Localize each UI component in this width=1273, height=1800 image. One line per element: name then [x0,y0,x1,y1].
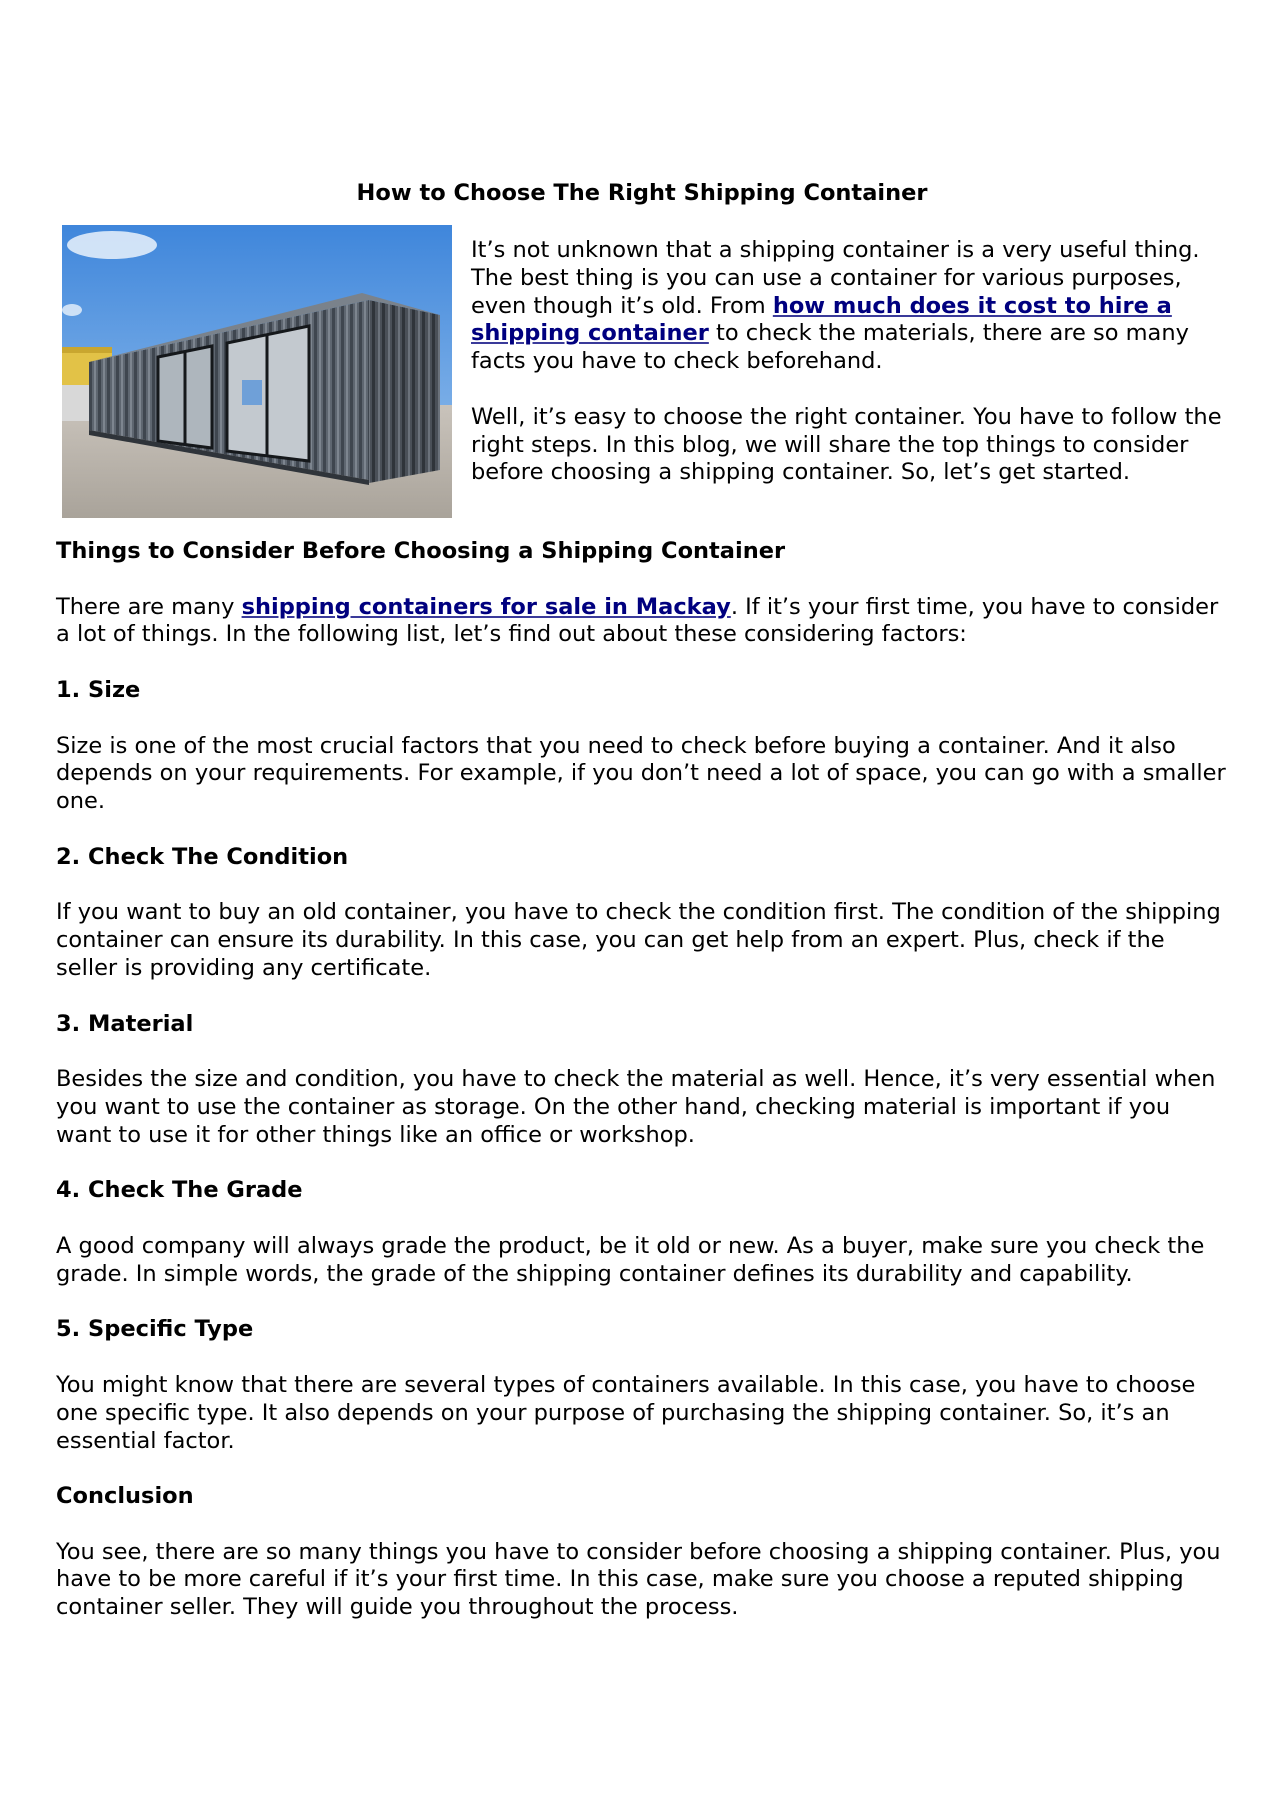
containers-for-sale-mackay-link[interactable]: shipping containers for sale in Mackay [241,593,731,620]
factor-heading-size: 1. Size [56,676,141,703]
shipping-container-image [62,225,452,518]
factor-text-size: Size is one of the most crucial factors that you need to check before buying a container. And it also depends on your requirements. For example, if you don’t need a lot of space, you can go with a smaller one. [56,732,1226,815]
factor-text-type: You might know that there are several types of containers available. In this case, you have to choose one specific type. It also depends on your purpose of purchasing the shipping container. So, it’s an essential factor. [56,1371,1196,1454]
factor-text-condition: If you want to buy an old container, you have to check the condition first. The condition of the shipping container can ensure its durability. In this case, you can get help from an expert. Plus, check if the seller is providing any certificate. [56,899,1221,981]
factor-text-grade: A good company will always grade the product, be it old or new. As a buyer, make sure you check the grade. In simple words, the grade of the shipping container defines its durability and capability. [56,1232,1205,1287]
page-title: How to Choose The Right Shipping Container [356,180,928,206]
section-intro-paragraph: There are many shipping containers for sale in Mackay. If it’s your first time, you have to consider a lot of things. In the following list, let’s find out about these considering factors: [56,593,1219,648]
section-heading: Things to Consider Before Choosing a Shipping Container [56,538,786,564]
factor-heading-grade: 4. Check The Grade [56,1177,303,1204]
intro-paragraph-1: It’s not unknown that a shipping container is a very useful thing. The best thing is you can use a container for various purposes, even though it’s old. From how much does it cost to hire a shipping container to check the materials, there are so many facts you have to check beforehand. [471,237,1200,375]
factor-heading-material: 3. Material [56,1010,194,1037]
conclusion-heading: Conclusion [56,1483,194,1510]
factor-text-material: Besides the size and condition, you have to check the material as well. Hence, it’s very essential when you want to use the container as storage. On the other hand, checking material is important if you want to use it for other things like an office or workshop. [56,1066,1216,1148]
intro-text [471,237,1231,487]
factor-heading-type: 5. Specific Type [56,1316,254,1343]
hire-cost-link[interactable]: how much does it cost to hire a shipping container [471,292,1172,347]
conclusion-text: You see, there are so many things you have to consider before choosing a shipping container. Plus, you have to be more careful if it’s your first time. In this case, make sure you choose a reputed shipping container seller. They will guide you throughout the process. [56,1538,1221,1621]
factor-heading-condition: 2. Check The Condition [56,843,349,870]
article-body [56,538,1228,1650]
intro-paragraph-2: Well, it’s easy to choose the right container. You have to follow the right steps. In this blog, we will share the top things to consider before choosing a shipping container. So, let’s get started. [471,403,1222,486]
